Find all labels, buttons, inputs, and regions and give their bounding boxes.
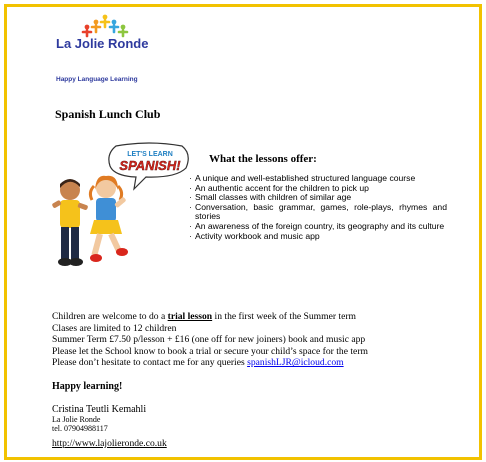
website-link[interactable]: http://www.lajolieronde.co.uk bbox=[52, 438, 167, 449]
email-link[interactable]: spanishLJR@icloud.com bbox=[247, 357, 344, 369]
contact-line bbox=[52, 357, 368, 369]
booking-line: Please let the School know to book a trial or secure your child’s space for the term bbox=[52, 345, 368, 357]
list-item: · Small classes with children of similar age bbox=[189, 193, 447, 203]
contact-line-pre: Please don’t hesitate to contact me for any queries bbox=[52, 357, 248, 369]
signature-org: La Jolie Ronde bbox=[52, 415, 101, 424]
offer-heading: What the lessons offer: bbox=[209, 153, 317, 165]
class-size-line: Clases are limited to 12 children bbox=[52, 322, 177, 334]
logo-tagline: Happy Language Learning bbox=[56, 76, 138, 83]
info-paragraph bbox=[52, 311, 368, 369]
people-logo-icon bbox=[80, 14, 130, 38]
page-title: Spanish Lunch Club bbox=[55, 107, 161, 121]
speech-bubble-line1: LET'S LEARN bbox=[127, 151, 173, 158]
trial-lesson-link[interactable]: trial lesson bbox=[167, 311, 213, 322]
trial-line bbox=[52, 311, 368, 323]
logo-name: La Jolie Ronde bbox=[56, 36, 149, 51]
price-line: Summer Term £7.50 p/lesson + £16 (one off for new joiners) book and music app bbox=[52, 334, 366, 346]
list-item: · A unique and well-established structured language course bbox=[189, 174, 447, 184]
speech-bubble-line2: SPANISH! bbox=[119, 158, 181, 173]
list-item: · Activity workbook and music app bbox=[189, 232, 447, 242]
list-item: · An awareness of the foreign country, its geography and its culture bbox=[189, 222, 447, 232]
children-illustration bbox=[48, 172, 136, 270]
trial-line-pre: Children are welcome to do a bbox=[52, 311, 168, 322]
signature-name: Cristina Teutli Kemahli bbox=[52, 404, 147, 415]
signature bbox=[52, 404, 167, 451]
happy-learning: Happy learning! bbox=[52, 381, 123, 392]
trial-line-post: in the first week of the Summer term bbox=[212, 311, 357, 322]
offer-list bbox=[189, 174, 447, 241]
signature-tel: tel. 07904988117 bbox=[52, 424, 108, 433]
list-item: · Conversation, basic grammar, games, role-plays, rhymes and stories bbox=[189, 203, 447, 222]
list-item: · An authentic accent for the children to pick up bbox=[189, 184, 447, 194]
logo bbox=[52, 14, 152, 92]
